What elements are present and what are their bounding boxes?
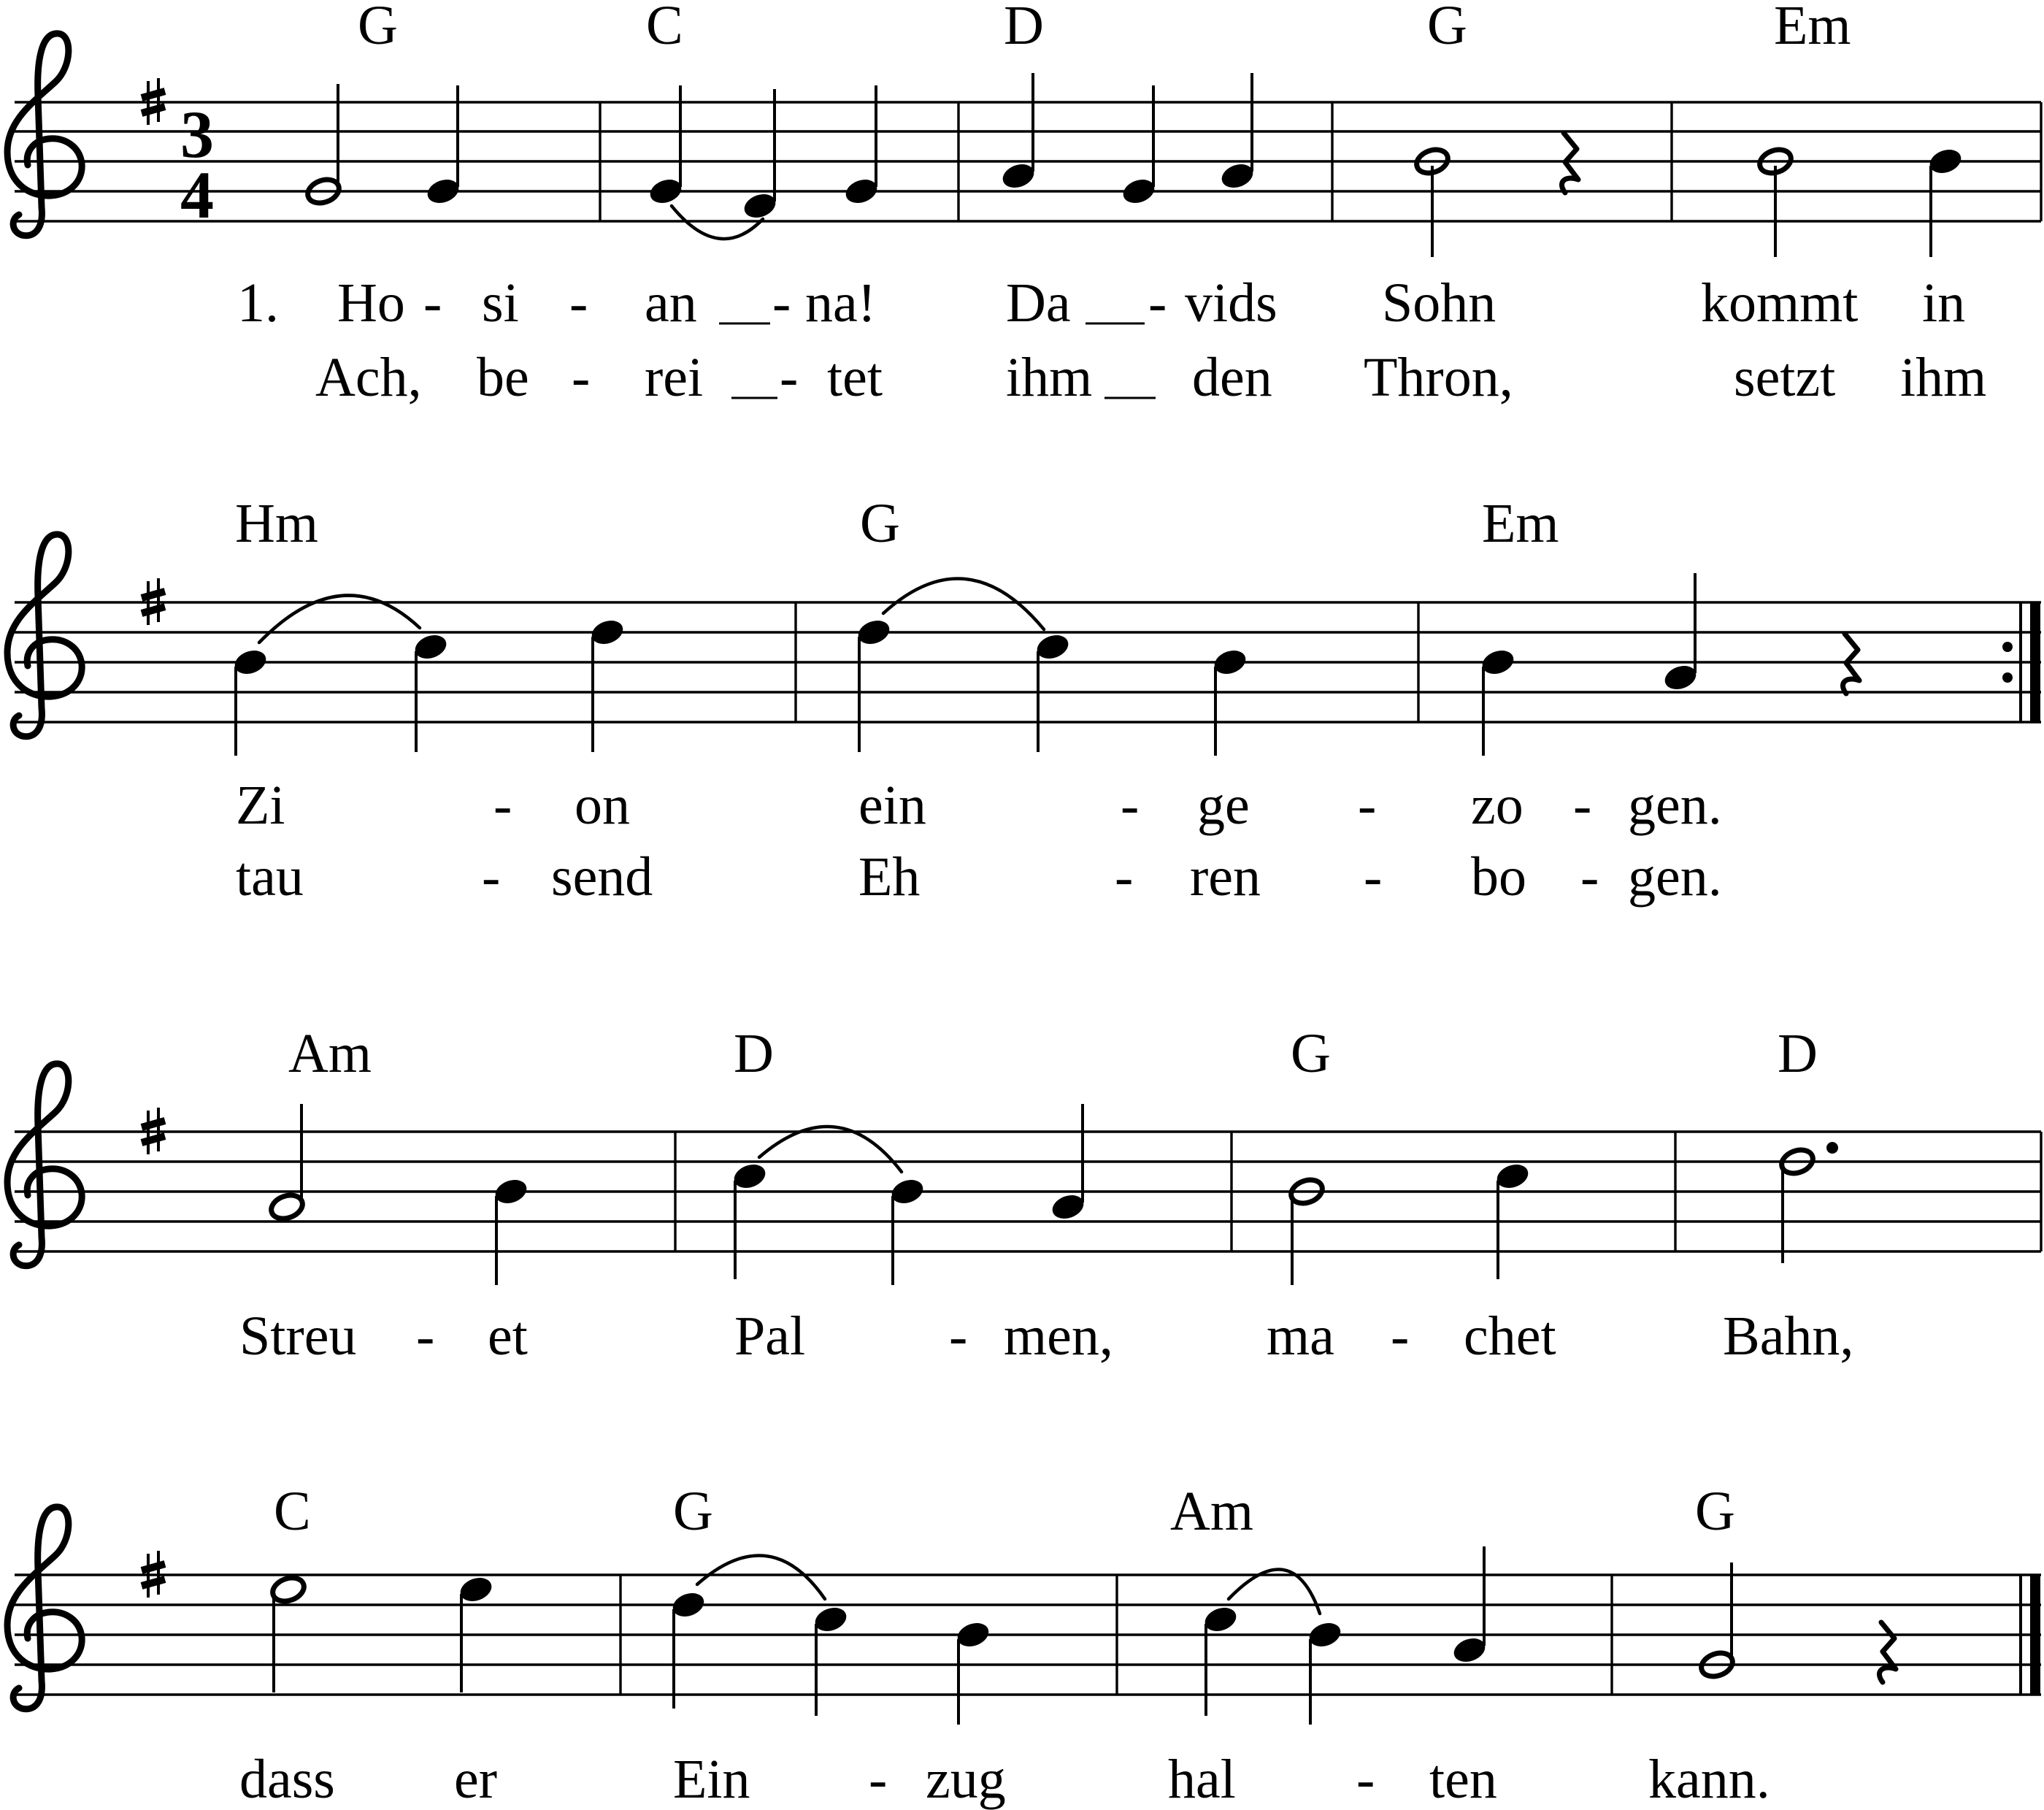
svg-text:ihm: ihm <box>1006 347 1093 408</box>
notes <box>304 73 1964 257</box>
svg-text:in: in <box>1922 272 1966 334</box>
chord-symbol: D <box>734 1023 774 1084</box>
note-quarter <box>954 1619 992 1725</box>
svg-text:-: - <box>1580 846 1599 908</box>
svg-text:Zi: Zi <box>236 775 285 836</box>
svg-text:-: - <box>949 1305 968 1367</box>
svg-text:den: den <box>1192 347 1272 408</box>
note-quarter <box>1306 1619 1344 1725</box>
slur <box>697 1555 825 1599</box>
svg-text:ge: ge <box>1197 775 1250 836</box>
staff <box>15 1132 2041 1251</box>
chord-symbol: Am <box>288 1023 372 1084</box>
note-quarter <box>1451 1546 1488 1666</box>
system-1 <box>7 0 2041 408</box>
svg-text:-: - <box>423 272 442 334</box>
lyrics-verse-1 <box>237 272 1965 334</box>
note-quarter <box>1202 1603 1240 1716</box>
chord-symbol: G <box>358 0 398 56</box>
svg-text:zug: zug <box>926 1749 1006 1810</box>
svg-text:zo: zo <box>1471 775 1524 836</box>
svg-text:-: - <box>493 775 512 836</box>
note-half <box>1698 1562 1736 1681</box>
chord-symbol: C <box>274 1481 311 1542</box>
svg-text:ren: ren <box>1190 846 1261 908</box>
svg-text:setzt: setzt <box>1734 347 1836 408</box>
svg-text:Eh: Eh <box>858 846 921 908</box>
svg-text:an: an <box>645 272 697 334</box>
quarter-rest-icon <box>1843 634 1859 694</box>
system-4 <box>7 1481 2041 1810</box>
note-quarter <box>1120 85 1158 207</box>
svg-text:vids: vids <box>1185 272 1278 334</box>
svg-text:chet: chet <box>1464 1305 1556 1367</box>
svg-text:-: - <box>772 272 791 334</box>
chord-symbol: C <box>646 0 683 56</box>
svg-text:-: - <box>482 846 501 908</box>
chord-symbol: Em <box>1774 0 1851 56</box>
note-quarter <box>855 616 893 752</box>
svg-text:gen.: gen. <box>1628 775 1722 836</box>
lyrics-verse-2 <box>315 347 1986 408</box>
treble-clef-icon <box>7 1507 82 1709</box>
lyrics-verse-1 <box>239 1749 1770 1810</box>
svg-text:gen.: gen. <box>1628 846 1722 908</box>
quarter-rest-icon <box>1879 1622 1896 1682</box>
note-quarter <box>741 89 779 222</box>
treble-clef-icon <box>7 34 82 236</box>
chord-symbol: G <box>1291 1023 1331 1084</box>
note-quarter <box>812 1603 850 1716</box>
svg-text:Thron,: Thron, <box>1364 347 1513 408</box>
svg-text:-: - <box>1121 775 1140 836</box>
svg-text:be: be <box>477 347 529 408</box>
svg-text:Sohn: Sohn <box>1382 272 1496 334</box>
svg-text:Pal: Pal <box>734 1305 806 1367</box>
note-quarter <box>731 1160 769 1279</box>
svg-text:si: si <box>482 272 519 334</box>
note-quarter <box>231 646 269 756</box>
svg-text:na!: na! <box>805 272 877 334</box>
quarter-rest-icon <box>1561 133 1578 193</box>
note-quarter <box>424 85 462 207</box>
system-2 <box>7 493 2041 908</box>
note-quarter <box>588 616 626 752</box>
svg-text:rei: rei <box>645 347 704 408</box>
chord-symbol: Hm <box>235 493 318 554</box>
svg-text:er: er <box>454 1749 498 1810</box>
svg-text:-: - <box>1115 846 1134 908</box>
note-quarter <box>842 85 880 207</box>
staff <box>15 602 2041 722</box>
chord-symbol: G <box>1427 0 1467 56</box>
svg-text:Streu: Streu <box>239 1305 357 1367</box>
treble-clef-icon <box>7 1064 82 1266</box>
svg-text:Ach,: Ach, <box>315 347 422 408</box>
svg-text:ten: ten <box>1429 1749 1497 1810</box>
svg-text:-: - <box>869 1749 888 1810</box>
note-quarter <box>1926 145 1964 257</box>
chord-symbol: G <box>1695 1481 1735 1542</box>
note-quarter <box>492 1176 530 1285</box>
chord-symbol: Am <box>1170 1481 1253 1542</box>
chord-symbol: G <box>860 493 900 554</box>
svg-text:send: send <box>551 846 653 908</box>
svg-text:on: on <box>575 775 630 836</box>
lyrics-verse-1 <box>236 775 1722 836</box>
note-quarter <box>1211 646 1249 756</box>
svg-text:-: - <box>572 347 591 408</box>
svg-text:ein: ein <box>858 775 926 836</box>
svg-text:tet: tet <box>827 347 883 408</box>
svg-text:Da: Da <box>1006 272 1071 334</box>
svg-text:kann.: kann. <box>1648 1749 1770 1810</box>
svg-text:-: - <box>416 1305 435 1367</box>
svg-text:-: - <box>780 347 799 408</box>
svg-text:Bahn,: Bahn, <box>1723 1305 1854 1367</box>
svg-text:kommt: kommt <box>1701 272 1859 334</box>
chord-symbol: Em <box>1482 493 1559 554</box>
chord-symbol: D <box>1004 0 1044 56</box>
note-quarter <box>1479 646 1517 756</box>
note-quarter <box>1049 1104 1087 1223</box>
note-quarter <box>647 85 685 207</box>
chord-symbol: G <box>673 1481 713 1542</box>
svg-text:dass: dass <box>239 1749 335 1810</box>
treble-clef-icon <box>7 534 82 737</box>
svg-text:et: et <box>488 1305 528 1367</box>
svg-text:-: - <box>1364 846 1383 908</box>
lyrics-verse-1 <box>239 1305 1853 1367</box>
svg-text:Ho: Ho <box>337 272 405 334</box>
svg-text:men,: men, <box>1004 1305 1113 1367</box>
svg-text:tau: tau <box>236 846 304 908</box>
svg-text:-: - <box>569 272 588 334</box>
note-dotted-half <box>1778 1142 1838 1263</box>
svg-text:ma: ma <box>1267 1305 1334 1367</box>
note-half <box>269 1573 307 1692</box>
staff <box>15 1575 2041 1695</box>
svg-text:-: - <box>1391 1305 1410 1367</box>
svg-text:1.: 1. <box>237 272 279 334</box>
chord-symbol: D <box>1778 1023 1818 1084</box>
notes <box>231 573 1859 756</box>
svg-text:bo: bo <box>1471 846 1526 908</box>
lyrics-verse-2 <box>236 846 1722 908</box>
note-half <box>268 1104 306 1223</box>
time-signature-numerator: 3 <box>180 97 214 172</box>
svg-text:-: - <box>1356 1749 1375 1810</box>
note-quarter <box>888 1176 926 1285</box>
svg-text:hal: hal <box>1168 1749 1236 1810</box>
svg-text:-: - <box>1573 775 1592 836</box>
note-quarter <box>669 1589 707 1709</box>
svg-text:ihm: ihm <box>1900 347 1987 408</box>
note-quarter <box>457 1573 495 1692</box>
note-quarter <box>1494 1160 1532 1279</box>
slur <box>759 1127 902 1172</box>
system-3 <box>7 1023 2041 1367</box>
svg-text:-: - <box>1358 775 1377 836</box>
slur <box>883 578 1044 629</box>
time-signature-denominator: 4 <box>180 158 214 232</box>
svg-text:Ein: Ein <box>673 1749 750 1810</box>
svg-text:-: - <box>1148 272 1167 334</box>
